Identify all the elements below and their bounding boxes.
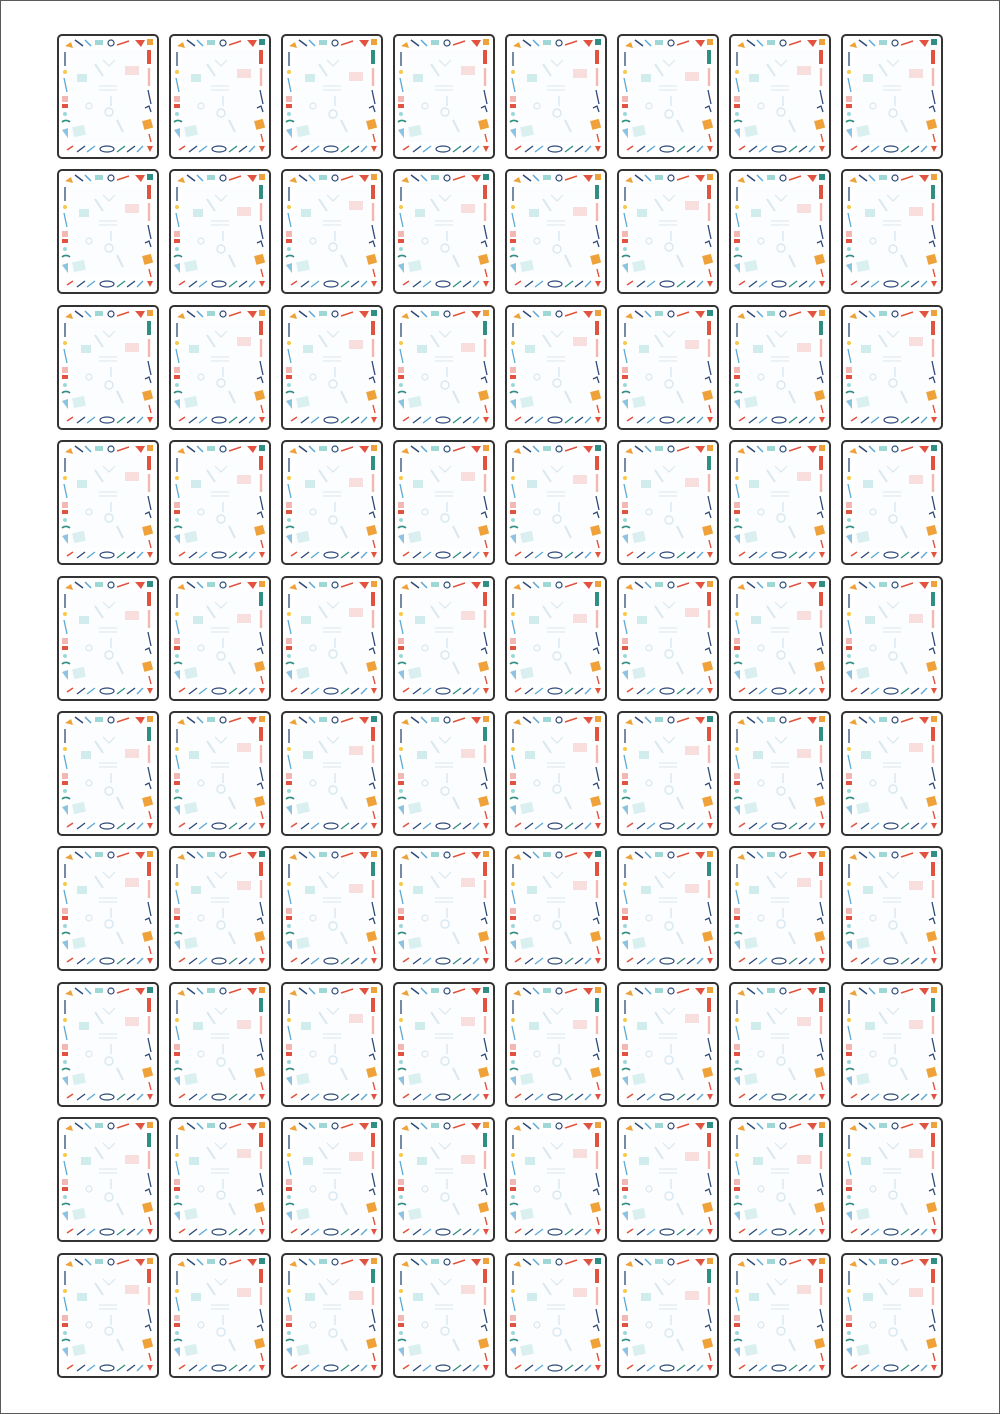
school-supplies-frame-icon	[843, 1119, 941, 1240]
school-supplies-frame-icon	[731, 36, 829, 157]
school-supplies-frame-icon	[731, 848, 829, 969]
sticker-label[interactable]	[57, 440, 159, 565]
sticker-label[interactable]	[169, 169, 271, 294]
sticker-label[interactable]	[729, 1253, 831, 1378]
sticker-label[interactable]	[281, 711, 383, 836]
school-supplies-frame-icon	[507, 171, 605, 292]
school-supplies-frame-icon	[171, 578, 269, 699]
sticker-label[interactable]	[281, 305, 383, 430]
school-supplies-frame-icon	[283, 1255, 381, 1376]
sticker-label[interactable]	[393, 1117, 495, 1242]
school-supplies-frame-icon	[507, 984, 605, 1105]
sticker-label[interactable]	[505, 34, 607, 159]
sticker-label[interactable]	[57, 982, 159, 1107]
sticker-label[interactable]	[169, 1253, 271, 1378]
sticker-label[interactable]	[841, 1253, 943, 1378]
school-supplies-frame-icon	[59, 848, 157, 969]
sticker-label[interactable]	[505, 576, 607, 701]
sticker-label[interactable]	[617, 169, 719, 294]
sticker-label[interactable]	[393, 576, 495, 701]
sticker-label[interactable]	[169, 34, 271, 159]
sticker-label[interactable]	[393, 1253, 495, 1378]
sticker-label[interactable]	[729, 846, 831, 971]
school-supplies-frame-icon	[59, 578, 157, 699]
school-supplies-frame-icon	[171, 307, 269, 428]
sticker-label[interactable]	[841, 440, 943, 565]
school-supplies-frame-icon	[843, 984, 941, 1105]
school-supplies-frame-icon	[507, 1119, 605, 1240]
sticker-label[interactable]	[617, 1117, 719, 1242]
school-supplies-frame-icon	[171, 36, 269, 157]
school-supplies-frame-icon	[395, 713, 493, 834]
school-supplies-frame-icon	[731, 1119, 829, 1240]
school-supplies-frame-icon	[731, 171, 829, 292]
sticker-label[interactable]	[505, 711, 607, 836]
school-supplies-frame-icon	[283, 578, 381, 699]
sticker-label[interactable]	[505, 1117, 607, 1242]
sticker-label[interactable]	[505, 982, 607, 1107]
sticker-label[interactable]	[169, 846, 271, 971]
sticker-label[interactable]	[281, 169, 383, 294]
school-supplies-frame-icon	[283, 307, 381, 428]
sticker-label[interactable]	[281, 1253, 383, 1378]
sticker-label[interactable]	[505, 846, 607, 971]
sticker-label[interactable]	[841, 982, 943, 1107]
school-supplies-frame-icon	[843, 1255, 941, 1376]
school-supplies-frame-icon	[619, 171, 717, 292]
school-supplies-frame-icon	[619, 442, 717, 563]
sticker-label[interactable]	[169, 982, 271, 1107]
sticker-label[interactable]	[281, 982, 383, 1107]
school-supplies-frame-icon	[507, 578, 605, 699]
school-supplies-frame-icon	[283, 1119, 381, 1240]
school-supplies-frame-icon	[507, 848, 605, 969]
school-supplies-frame-icon	[619, 1255, 717, 1376]
school-supplies-frame-icon	[59, 442, 157, 563]
school-supplies-frame-icon	[395, 36, 493, 157]
school-supplies-frame-icon	[395, 578, 493, 699]
school-supplies-frame-icon	[395, 171, 493, 292]
sticker-label[interactable]	[57, 846, 159, 971]
school-supplies-frame-icon	[283, 171, 381, 292]
school-supplies-frame-icon	[843, 848, 941, 969]
school-supplies-frame-icon	[59, 307, 157, 428]
sticker-label[interactable]	[169, 576, 271, 701]
school-supplies-frame-icon	[731, 578, 829, 699]
sticker-label[interactable]	[841, 34, 943, 159]
school-supplies-frame-icon	[507, 713, 605, 834]
school-supplies-frame-icon	[619, 984, 717, 1105]
sticker-label[interactable]	[393, 169, 495, 294]
sticker-label[interactable]	[281, 1117, 383, 1242]
school-supplies-frame-icon	[507, 442, 605, 563]
school-supplies-frame-icon	[171, 984, 269, 1105]
school-supplies-frame-icon	[283, 984, 381, 1105]
sticker-label[interactable]	[281, 440, 383, 565]
sticker-label[interactable]	[505, 440, 607, 565]
school-supplies-frame-icon	[395, 1255, 493, 1376]
school-supplies-frame-icon	[731, 713, 829, 834]
sticker-label[interactable]	[393, 305, 495, 430]
school-supplies-frame-icon	[619, 713, 717, 834]
sticker-label[interactable]	[393, 982, 495, 1107]
school-supplies-frame-icon	[283, 713, 381, 834]
sticker-label[interactable]	[169, 1117, 271, 1242]
school-supplies-frame-icon	[843, 36, 941, 157]
school-supplies-frame-icon	[731, 984, 829, 1105]
school-supplies-frame-icon	[619, 1119, 717, 1240]
sticker-label[interactable]	[169, 440, 271, 565]
sticker-label[interactable]	[729, 711, 831, 836]
sticker-label[interactable]	[57, 1253, 159, 1378]
sticker-label[interactable]	[729, 982, 831, 1107]
sticker-label[interactable]	[393, 711, 495, 836]
sticker-label[interactable]	[393, 846, 495, 971]
school-supplies-frame-icon	[59, 1119, 157, 1240]
sticker-label[interactable]	[505, 169, 607, 294]
sticker-label[interactable]	[617, 711, 719, 836]
school-supplies-frame-icon	[171, 442, 269, 563]
sticker-label[interactable]	[281, 34, 383, 159]
school-supplies-frame-icon	[731, 307, 829, 428]
school-supplies-frame-icon	[619, 36, 717, 157]
school-supplies-frame-icon	[843, 578, 941, 699]
school-supplies-frame-icon	[171, 848, 269, 969]
sticker-label[interactable]	[169, 711, 271, 836]
sticker-label[interactable]	[841, 846, 943, 971]
school-supplies-frame-icon	[507, 307, 605, 428]
sticker-label[interactable]	[729, 169, 831, 294]
school-supplies-frame-icon	[843, 171, 941, 292]
school-supplies-frame-icon	[843, 713, 941, 834]
sticker-label[interactable]	[729, 1117, 831, 1242]
sticker-label[interactable]	[281, 846, 383, 971]
sticker-label[interactable]	[57, 34, 159, 159]
school-supplies-frame-icon	[171, 171, 269, 292]
sticker-label[interactable]	[841, 169, 943, 294]
sticker-label[interactable]	[729, 440, 831, 565]
school-supplies-frame-icon	[507, 36, 605, 157]
school-supplies-frame-icon	[59, 984, 157, 1105]
school-supplies-frame-icon	[59, 713, 157, 834]
school-supplies-frame-icon	[171, 1119, 269, 1240]
sticker-label[interactable]	[57, 576, 159, 701]
label-grid	[57, 34, 943, 1378]
sticker-label[interactable]	[841, 711, 943, 836]
school-supplies-frame-icon	[843, 442, 941, 563]
sticker-label[interactable]	[617, 305, 719, 430]
sticker-label[interactable]	[617, 982, 719, 1107]
school-supplies-frame-icon	[507, 1255, 605, 1376]
sticker-label[interactable]	[617, 34, 719, 159]
sticker-label[interactable]	[505, 305, 607, 430]
sticker-label[interactable]	[281, 576, 383, 701]
school-supplies-frame-icon	[395, 442, 493, 563]
school-supplies-frame-icon	[283, 36, 381, 157]
school-supplies-frame-icon	[395, 1119, 493, 1240]
sticker-label[interactable]	[617, 846, 719, 971]
sticker-label[interactable]	[505, 1253, 607, 1378]
school-supplies-frame-icon	[843, 307, 941, 428]
school-supplies-frame-icon	[59, 171, 157, 292]
school-supplies-frame-icon	[59, 1255, 157, 1376]
school-supplies-frame-icon	[395, 307, 493, 428]
school-supplies-frame-icon	[171, 1255, 269, 1376]
sticker-label[interactable]	[729, 34, 831, 159]
sticker-label[interactable]	[57, 305, 159, 430]
sticker-label[interactable]	[57, 169, 159, 294]
school-supplies-frame-icon	[619, 578, 717, 699]
sticker-label[interactable]	[841, 305, 943, 430]
school-supplies-frame-icon	[619, 307, 717, 428]
sticker-label[interactable]	[729, 576, 831, 701]
school-supplies-frame-icon	[731, 442, 829, 563]
sticker-label[interactable]	[393, 440, 495, 565]
sticker-label[interactable]	[169, 305, 271, 430]
school-supplies-frame-icon	[283, 848, 381, 969]
school-supplies-frame-icon	[731, 1255, 829, 1376]
sticker-label[interactable]	[57, 1117, 159, 1242]
school-supplies-frame-icon	[283, 442, 381, 563]
school-supplies-frame-icon	[171, 713, 269, 834]
school-supplies-frame-icon	[395, 848, 493, 969]
sticker-label[interactable]	[57, 711, 159, 836]
sticker-label[interactable]	[393, 34, 495, 159]
school-supplies-frame-icon	[59, 36, 157, 157]
sticker-label[interactable]	[617, 576, 719, 701]
sticker-label[interactable]	[729, 305, 831, 430]
school-supplies-frame-icon	[619, 848, 717, 969]
sticker-label[interactable]	[841, 576, 943, 701]
school-supplies-frame-icon	[395, 984, 493, 1105]
sticker-label[interactable]	[617, 1253, 719, 1378]
sticker-label[interactable]	[841, 1117, 943, 1242]
sticker-label[interactable]	[617, 440, 719, 565]
